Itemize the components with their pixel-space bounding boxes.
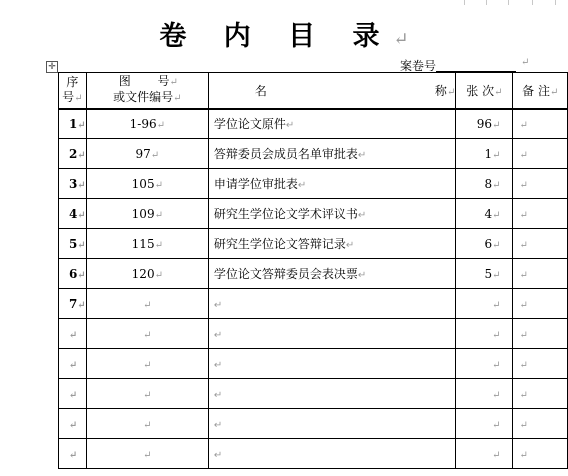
cell-pages[interactable]: 96↵	[456, 109, 513, 139]
paragraph-mark: ↵	[143, 299, 152, 311]
paragraph-mark: ↵	[492, 149, 501, 161]
document-title	[0, 14, 568, 53]
cell-serial-no[interactable]: 6↵	[59, 259, 87, 289]
title-text: 卷 内 目 录	[159, 21, 394, 52]
cell-serial-no[interactable]	[59, 349, 87, 379]
cell-pages[interactable]: 1↵	[456, 139, 513, 169]
cell-document-number[interactable]	[86, 289, 208, 319]
cell-document-number[interactable]	[86, 349, 208, 379]
table-row	[59, 199, 568, 229]
paragraph-mark: ↵	[77, 149, 86, 161]
cell-title[interactable]: 学位论文答辩委员会表决票↵	[208, 259, 455, 289]
paragraph-mark: ↵	[69, 359, 78, 371]
table-row	[59, 409, 568, 439]
paragraph-mark: ↵	[213, 329, 223, 341]
cell-serial-no[interactable]: 2↵	[59, 139, 87, 169]
paragraph-mark: ↵	[150, 149, 160, 161]
table-row	[59, 439, 568, 469]
paragraph-mark: ↵	[154, 239, 163, 251]
paragraph-mark: ↵	[393, 29, 409, 50]
paragraph-mark: ↵	[213, 389, 223, 401]
paragraph-mark: ↵	[213, 449, 223, 461]
paragraph-mark: ↵	[297, 180, 307, 191]
ruler-ticks	[0, 0, 568, 6]
paragraph-mark: ↵	[519, 239, 528, 251]
cell-title[interactable]: 学位论文原件↵	[208, 109, 455, 139]
cell-title[interactable]	[208, 379, 455, 409]
paragraph-mark: ↵	[357, 150, 367, 161]
cell-document-number[interactable]	[86, 439, 208, 469]
paragraph-mark: ↵	[143, 329, 152, 341]
paragraph-mark: ↵	[357, 270, 367, 281]
paragraph-mark: ↵	[519, 119, 528, 131]
paragraph-mark: ↵	[143, 449, 152, 461]
cell-pages[interactable]: 5↵	[456, 259, 513, 289]
paragraph-mark: ↵	[357, 210, 367, 221]
cell-remarks[interactable]	[513, 109, 568, 139]
paragraph-mark: ↵	[519, 209, 528, 221]
paragraph-mark: ↵	[77, 179, 86, 191]
cell-title[interactable]	[208, 319, 455, 349]
paragraph-mark: ↵	[492, 269, 501, 281]
header-pages: 张 次↵	[456, 73, 513, 109]
contents-table	[58, 72, 568, 469]
paragraph-mark: ↵	[77, 209, 86, 221]
table-row	[59, 109, 568, 139]
paragraph-mark: ↵	[519, 299, 528, 311]
cell-title[interactable]: 答辩委员会成员名单审批表↵	[208, 139, 455, 169]
header-remarks: 备 注↵	[513, 73, 568, 109]
cell-document-number[interactable]: 105↵	[86, 169, 208, 199]
cell-serial-no[interactable]: 3↵	[59, 169, 87, 199]
cell-pages[interactable]: 6↵	[456, 229, 513, 259]
cell-serial-no[interactable]	[59, 409, 87, 439]
table-row	[59, 289, 568, 319]
cell-remarks[interactable]	[513, 379, 568, 409]
cell-document-number[interactable]	[86, 409, 208, 439]
paragraph-mark: ↵	[77, 239, 86, 251]
paragraph-mark: ↵	[492, 119, 501, 131]
paragraph-mark: ↵	[492, 239, 501, 251]
cell-serial-no[interactable]: 5↵	[59, 229, 87, 259]
paragraph-mark: ↵	[492, 419, 501, 431]
cell-document-number[interactable]: 97↵	[86, 139, 208, 169]
cell-serial-no[interactable]	[59, 379, 87, 409]
table-row	[59, 319, 568, 349]
cell-remarks[interactable]	[513, 229, 568, 259]
cell-serial-no[interactable]: 7↵	[59, 289, 87, 319]
paragraph-mark: ↵	[143, 389, 152, 401]
cell-serial-no[interactable]: 1↵	[59, 109, 87, 139]
table-row	[59, 139, 568, 169]
paragraph-mark: ↵	[492, 209, 501, 221]
table-row	[59, 349, 568, 379]
header-serial-no: 序 号↵	[59, 73, 87, 109]
table-move-handle-icon[interactable]: ✛	[46, 61, 58, 73]
paragraph-mark: ↵	[519, 179, 528, 191]
cell-title[interactable]: 研究生学位论文学术评议书↵	[208, 199, 455, 229]
cell-pages[interactable]	[456, 409, 513, 439]
cell-title[interactable]: 申请学位审批表↵	[208, 169, 455, 199]
paragraph-mark: ↵	[345, 240, 355, 251]
paragraph-mark: ↵	[156, 119, 165, 131]
paragraph-mark: ↵	[154, 179, 163, 191]
paragraph-mark: ↵	[521, 57, 530, 68]
paragraph-mark: ↵	[213, 299, 223, 311]
paragraph-mark: ↵	[519, 389, 528, 401]
cell-document-number[interactable]: 1-96↵	[86, 109, 208, 139]
cell-document-number[interactable]	[86, 319, 208, 349]
cell-remarks[interactable]	[513, 409, 568, 439]
paragraph-mark: ↵	[77, 119, 86, 131]
paragraph-mark: ↵	[154, 269, 163, 281]
cell-document-number[interactable]	[86, 379, 208, 409]
paragraph-mark: ↵	[69, 449, 78, 461]
paragraph-mark: ↵	[69, 389, 78, 401]
paragraph-mark: ↵	[519, 449, 528, 461]
cell-document-number[interactable]: 115↵	[86, 229, 208, 259]
cell-pages[interactable]: 4↵	[456, 199, 513, 229]
paragraph-mark: ↵	[77, 299, 86, 311]
paragraph-mark: ↵	[69, 329, 78, 341]
table-row	[59, 169, 568, 199]
cell-document-number[interactable]: 120↵	[86, 259, 208, 289]
case-number-label: 案卷号	[400, 59, 437, 73]
paragraph-mark: ↵	[143, 359, 152, 371]
cell-serial-no[interactable]	[59, 319, 87, 349]
paragraph-mark: ↵	[492, 299, 501, 311]
paragraph-mark: ↵	[519, 359, 528, 371]
cell-remarks[interactable]	[513, 319, 568, 349]
cell-remarks[interactable]	[513, 199, 568, 229]
table-row	[59, 379, 568, 409]
cell-remarks[interactable]	[513, 259, 568, 289]
paragraph-mark: ↵	[213, 419, 223, 431]
cell-pages[interactable]	[456, 379, 513, 409]
paragraph-mark: ↵	[519, 149, 528, 161]
cell-pages[interactable]	[456, 439, 513, 469]
paragraph-mark: ↵	[213, 359, 223, 371]
cell-remarks[interactable]	[513, 349, 568, 379]
paragraph-mark: ↵	[69, 419, 78, 431]
cell-pages[interactable]: 8↵	[456, 169, 513, 199]
paragraph-mark: ↵	[519, 419, 528, 431]
table-header-row	[59, 73, 568, 109]
cell-serial-no[interactable]	[59, 439, 87, 469]
paragraph-mark: ↵	[492, 449, 501, 461]
paragraph-mark: ↵	[492, 359, 501, 371]
cell-serial-no[interactable]: 4↵	[59, 199, 87, 229]
paragraph-mark: ↵	[492, 389, 501, 401]
table-row	[59, 229, 568, 259]
paragraph-mark: ↵	[492, 329, 501, 341]
paragraph-mark: ↵	[519, 269, 528, 281]
paragraph-mark: ↵	[492, 179, 501, 191]
cell-remarks[interactable]	[513, 139, 568, 169]
cell-remarks[interactable]	[513, 439, 568, 469]
cell-document-number[interactable]: 109↵	[86, 199, 208, 229]
cell-remarks[interactable]	[513, 289, 568, 319]
cell-title[interactable]: 研究生学位论文答辩记录↵	[208, 229, 455, 259]
header-document-number: 图 号↵ 或文件编号↵	[86, 73, 208, 109]
table-row	[59, 259, 568, 289]
cell-pages[interactable]	[456, 319, 513, 349]
header-title: 名 称↵	[208, 73, 455, 109]
cell-title[interactable]	[208, 409, 455, 439]
paragraph-mark: ↵	[77, 269, 86, 281]
paragraph-mark: ↵	[154, 209, 163, 221]
cell-pages[interactable]	[456, 289, 513, 319]
paragraph-mark: ↵	[285, 120, 295, 132]
cell-remarks[interactable]	[513, 169, 568, 199]
cell-title[interactable]	[208, 439, 455, 469]
paragraph-mark: ↵	[143, 419, 152, 431]
case-number-blank[interactable]	[436, 60, 516, 72]
cell-title[interactable]	[208, 349, 455, 379]
cell-pages[interactable]	[456, 349, 513, 379]
paragraph-mark: ↵	[519, 329, 528, 341]
cell-title[interactable]	[208, 289, 455, 319]
